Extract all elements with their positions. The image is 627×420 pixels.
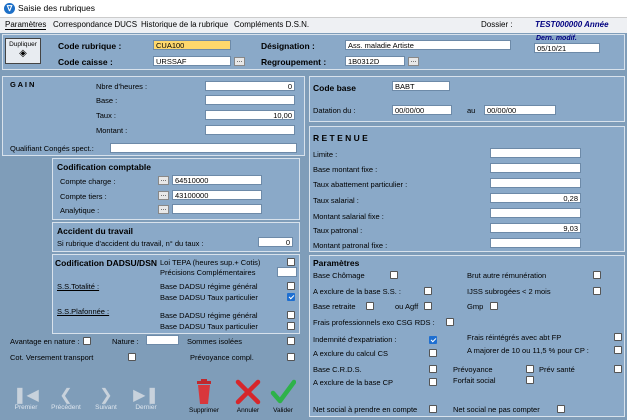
nature-input[interactable]	[146, 335, 179, 345]
totalite-taux-checkbox[interactable]	[287, 293, 295, 301]
loi-tepa-label: Loi TEPA (heures sup.+ Cotis)	[160, 258, 261, 267]
supprimer-label: Supprimer	[189, 407, 219, 414]
gmp-checkbox[interactable]	[490, 302, 498, 310]
base-montant-fixe-label: Base montant fixe :	[313, 165, 378, 174]
duplicate-icon: ◈	[19, 48, 27, 59]
regroupement-lookup-button[interactable]: ...	[408, 57, 419, 66]
taux-salarial-label: Taux salarial :	[313, 196, 359, 205]
menu-correspondance-ducs[interactable]: Correspondance DUCS	[53, 20, 138, 29]
code-rubrique-label: Code rubrique :	[58, 41, 122, 51]
menu-bar	[0, 18, 627, 33]
totalite-label: S.S.Totalité :	[57, 282, 100, 291]
precisions-label: Précisions Complémentaires	[160, 268, 256, 277]
taux-patronal-label: Taux patronal :	[313, 226, 363, 235]
limite-label: Limite :	[313, 150, 338, 159]
base-montant-fixe-input[interactable]	[490, 163, 581, 173]
plafonnee-label: S.S.Plafonnée :	[57, 307, 110, 316]
base-retraite-label: Base retraite	[313, 302, 356, 311]
gain-title: G A I N	[10, 80, 35, 89]
plafonnee-regime-checkbox[interactable]	[287, 311, 295, 319]
taux-salarial-input[interactable]: 0,28	[490, 193, 581, 203]
codification-title: Codification comptable	[57, 162, 151, 172]
brut-autre-label: Brut autre rémunération	[467, 271, 547, 280]
precedent-button[interactable]	[48, 388, 84, 411]
regroupement-input[interactable]: 1B0312D	[345, 56, 405, 66]
totalite-regime-label: Base DADSU régime général	[160, 282, 258, 291]
plafonnee-taux-label: Base DADSU Taux particulier	[160, 322, 258, 331]
frais-reintegres-label: Frais réintégrés avec abt FP	[467, 333, 562, 342]
sommes-isolees-label: Sommes isolées	[187, 337, 243, 346]
prev-sante-checkbox[interactable]	[614, 365, 622, 373]
next-record-icon: ❯	[99, 387, 113, 404]
designation-label: Désignation :	[261, 41, 315, 51]
accident-taux-input[interactable]: 0	[258, 237, 293, 247]
limite-input[interactable]	[490, 148, 581, 158]
loi-tepa-checkbox[interactable]	[287, 258, 295, 266]
dossier-value: TEST000000 Année	[535, 20, 609, 29]
cot-versement-label: Cot. Versement transport	[10, 353, 94, 362]
exclure-base-ss-checkbox[interactable]	[424, 287, 432, 295]
ijss-label: IJSS subrogées < 2 mois	[467, 287, 551, 296]
base-retraite-checkbox[interactable]	[366, 302, 374, 310]
prev-sante-label: Prév santé	[539, 365, 575, 374]
parametres-title: Paramètres	[313, 258, 360, 268]
suivant-button[interactable]	[88, 388, 124, 411]
frais-pro-label: Frais professionnels exo CSG RDS :	[313, 318, 435, 327]
duplicate-label: Dupliquer	[9, 41, 37, 48]
retenue-title: R E T E N U E	[313, 133, 368, 143]
compte-charge-label: Compte charge :	[60, 177, 116, 186]
majorer-label: A majorer de 10 ou 11,5 % pour CP :	[467, 346, 589, 355]
plafonnee-taux-checkbox[interactable]	[287, 322, 295, 330]
exclure-base-cp-label: A exclure de la base CP	[313, 378, 394, 387]
cot-versement-checkbox[interactable]	[128, 353, 136, 361]
montant-label: Montant :	[96, 126, 128, 135]
dern-modif-value: 05/10/21	[534, 43, 600, 53]
compte-tiers-lookup-button[interactable]: ...	[158, 191, 169, 200]
montant-salarial-fixe-input[interactable]	[490, 208, 581, 218]
window-title: Saisie des rubriques	[18, 3, 96, 13]
taux-label: Taux :	[96, 111, 117, 120]
nbre-heures-input[interactable]: 0	[205, 81, 295, 91]
annuler-label: Annuler	[236, 407, 260, 414]
forfait-social-label: Forfait social	[453, 376, 496, 385]
dossier-label: Dossier :	[481, 20, 513, 29]
net-social-pas-checkbox[interactable]	[557, 405, 565, 413]
previous-record-icon: ❮	[59, 387, 73, 404]
qualifiant-label: Qualifiant Congés spect.:	[10, 144, 94, 153]
totalite-taux-label: Base DADSU Taux particulier	[160, 293, 258, 302]
supprimer-button[interactable]	[184, 379, 224, 414]
nbre-heures-label: Nbre d'heures :	[96, 82, 148, 91]
base-crds-label: Base C.R.D.S.	[313, 365, 362, 374]
base-crds-checkbox[interactable]	[429, 365, 437, 373]
valider-button[interactable]	[263, 379, 303, 414]
compte-charge-input[interactable]: 64510000	[172, 175, 262, 185]
valider-label: Valider	[273, 407, 293, 414]
analytique-label: Analytique :	[60, 206, 100, 215]
ou-agff-label: ou Agff	[395, 302, 419, 311]
taux-patronal-input[interactable]: 9,03	[490, 223, 581, 233]
sommes-isolees-checkbox[interactable]	[287, 337, 295, 345]
taux-abattement-input[interactable]	[490, 178, 581, 188]
datation-from-input[interactable]: 00/00/00	[392, 105, 452, 115]
accident-question: Si rubrique d'accident du travail, n° du taux :	[57, 239, 204, 248]
taux-input[interactable]: 10,00	[205, 110, 295, 120]
indemnite-expatriation-label: Indemnité d'expatriation :	[313, 335, 397, 344]
ijss-checkbox[interactable]	[593, 287, 601, 295]
trash-icon	[195, 379, 213, 405]
code-caisse-label: Code caisse :	[58, 57, 113, 67]
base-chomage-label: Base Chômage	[313, 271, 365, 280]
code-base-panel	[309, 76, 625, 122]
frais-reintegres-checkbox[interactable]	[614, 333, 622, 341]
qualifiant-input[interactable]	[110, 143, 297, 153]
accident-title: Accident du travail	[57, 226, 134, 236]
precedent-label: Précédent	[51, 404, 81, 411]
suivant-label: Suivant	[95, 404, 117, 411]
datation-au-label: au	[467, 106, 476, 115]
prevoyance-label: Prévoyance	[453, 365, 493, 374]
cancel-icon	[235, 379, 261, 405]
montant-patronal-fixe-label: Montant patronal fixe :	[313, 241, 388, 250]
totalite-regime-checkbox[interactable]	[287, 282, 295, 290]
last-record-icon: ▶❚	[133, 387, 159, 404]
plafonnee-regime-label: Base DADSU régime général	[160, 311, 258, 320]
menu-complements-dsn[interactable]: Compléments D.S.N.	[234, 20, 310, 29]
title-bar	[0, 0, 627, 18]
indemnite-expatriation-checkbox[interactable]	[429, 336, 437, 344]
menu-historique[interactable]: Historique de la rubrique	[141, 20, 229, 29]
montant-salarial-fixe-label: Montant salarial fixe :	[313, 212, 384, 221]
annuler-button[interactable]	[228, 379, 268, 414]
check-icon	[270, 379, 296, 405]
forfait-social-checkbox[interactable]	[526, 376, 534, 384]
dadsu-title: Codification DADSU/DSN	[55, 258, 157, 268]
montant-patronal-fixe-input[interactable]	[490, 238, 581, 248]
exclure-base-cp-checkbox[interactable]	[429, 378, 437, 386]
regroupement-label: Regroupement :	[261, 57, 327, 67]
base-chomage-checkbox[interactable]	[390, 271, 398, 279]
first-record-icon: ❚◀	[13, 387, 39, 404]
prevoyance-compl-label: Prévoyance compl.	[190, 353, 254, 362]
datation-label: Datation du :	[313, 106, 356, 115]
dernier-label: Dernier	[135, 404, 157, 411]
dern-modif-label: Dern. modif.	[536, 35, 577, 42]
exclure-calcul-cs-checkbox[interactable]	[429, 349, 437, 357]
avantage-label: Avantage en nature :	[10, 337, 80, 346]
designation-input[interactable]: Ass. maladie Artiste	[345, 40, 511, 50]
premier-button[interactable]	[8, 388, 44, 411]
gmp-label: Gmp	[467, 302, 484, 311]
avantage-checkbox[interactable]	[83, 337, 91, 345]
base-input[interactable]	[205, 95, 295, 105]
net-social-prendre-checkbox[interactable]	[429, 405, 437, 413]
ou-agff-checkbox[interactable]	[424, 302, 432, 310]
brut-autre-checkbox[interactable]	[593, 271, 601, 279]
compte-charge-lookup-button[interactable]: ...	[158, 176, 169, 185]
net-social-prendre-label: Net social à prendre en compte	[313, 405, 418, 414]
prevoyance-checkbox[interactable]	[526, 365, 534, 373]
menu-parametres[interactable]: Paramètres	[5, 20, 47, 29]
code-base-input[interactable]: BABT	[392, 81, 450, 91]
montant-input[interactable]	[205, 125, 295, 135]
datation-to-input[interactable]: 00/00/00	[484, 105, 556, 115]
app-icon: ∇	[4, 3, 15, 14]
majorer-checkbox[interactable]	[614, 346, 622, 354]
frais-pro-checkbox[interactable]	[446, 318, 454, 326]
duplicate-button[interactable]	[5, 38, 41, 64]
analytique-input[interactable]	[172, 204, 262, 214]
code-rubrique-input[interactable]: CUA100	[153, 40, 231, 50]
code-base-label: Code base	[313, 83, 356, 93]
compte-tiers-input[interactable]: 43100000	[172, 190, 262, 200]
nature-label: Nature :	[112, 337, 139, 346]
code-caisse-input[interactable]: URSSAF	[153, 56, 231, 66]
code-caisse-lookup-button[interactable]: ...	[234, 57, 245, 66]
base-label: Base :	[96, 96, 118, 105]
analytique-lookup-button[interactable]: ...	[158, 205, 169, 214]
exclure-base-ss-label: A exclure de la base S.S. :	[313, 287, 401, 296]
net-social-pas-label: Net social ne pas compter	[453, 405, 540, 414]
precisions-input[interactable]	[277, 267, 297, 277]
taux-abattement-label: Taux abattement particulier :	[313, 180, 408, 189]
dernier-button[interactable]	[128, 388, 164, 411]
exclure-calcul-cs-label: A exclure du calcul CS	[313, 349, 389, 358]
compte-tiers-label: Compte tiers :	[60, 192, 107, 201]
prevoyance-compl-checkbox[interactable]	[287, 353, 295, 361]
premier-label: Premier	[14, 404, 38, 411]
